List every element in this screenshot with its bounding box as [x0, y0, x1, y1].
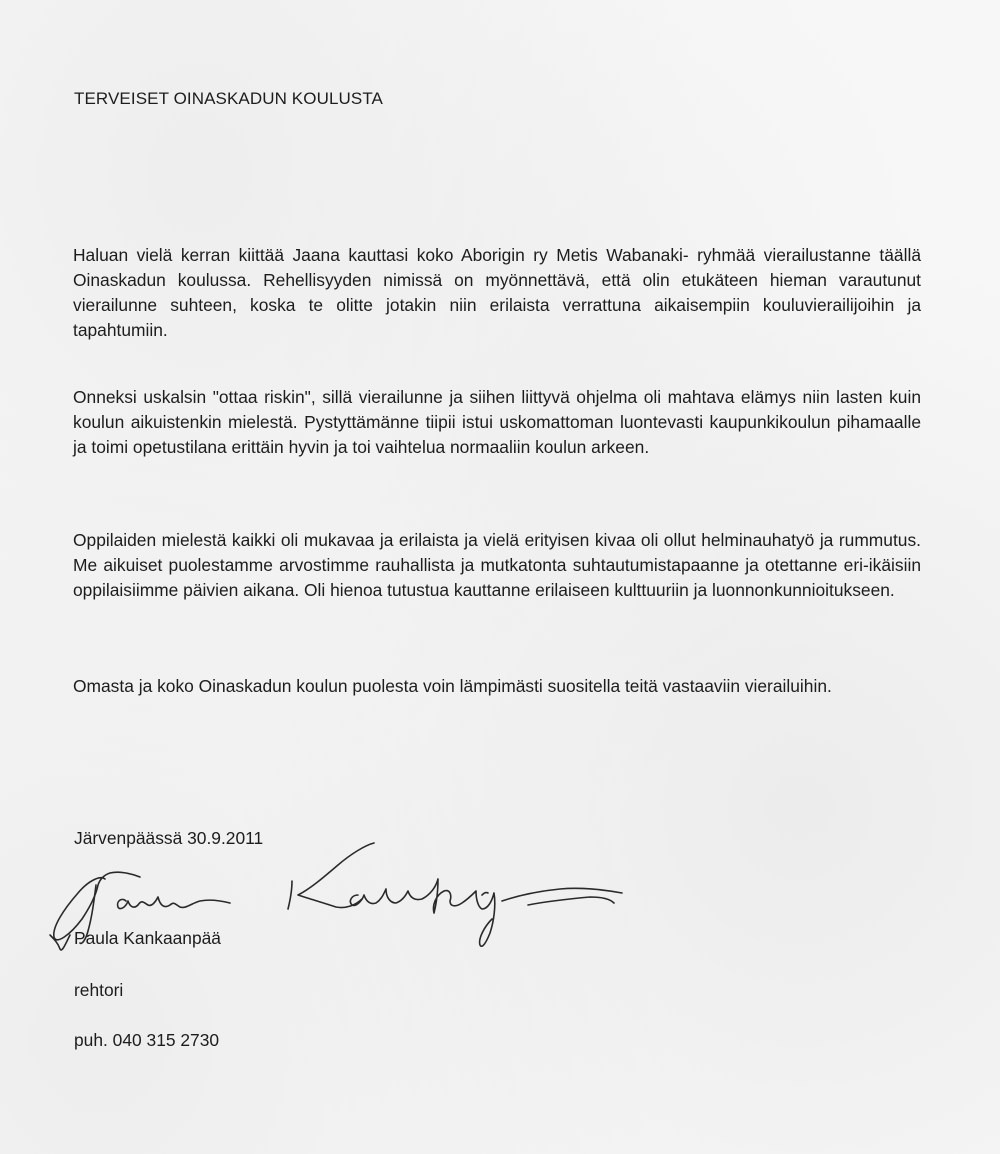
letter-paragraph-2: Onneksi uskalsin "ottaa riskin", sillä vierailunne ja siihen liittyvä ohjelma oli mahtava elämys niin lasten kuin koulun aikuistenkin mielestä. Pystyttämänne tiipii istui uskomattoman luontevasti kaupunkikoulun pihamaalle ja toimi opetustilana erittäin hyvin ja toi vaihtelua normaaliin koulun arkeen. [73, 387, 921, 457]
letter-paragraph-1: Haluan vielä kerran kiittää Jaana kauttasi koko Aborigin ry Metis Wabanaki- ryhmää vierailustanne täällä Oinaskadun koulussa. Rehellisyyden nimissä on myönnettävä, että olin etukäteen hieman varautunut vierailunne suhteen, koska te olitte jotakin niin erilaista verrattuna aikaisempiin kouluvierailijoihin ja tapahtumiin. [73, 245, 921, 340]
signer-name: Paula Kankaanpää [74, 928, 221, 948]
signer-phone: puh. 040 315 2730 [74, 1030, 220, 1050]
letter-paragraph-4: Omasta ja koko Oinaskadun koulun puolesta voin lämpimästi suositella teitä vastaaviin vierailuihin. [73, 676, 832, 696]
place-and-date: Järvenpäässä 30.9.2011 [74, 828, 264, 848]
signer-title: rehtori [74, 980, 124, 1000]
letter-paragraph-3: Oppilaiden mielestä kaikki oli mukavaa ja erilaista ja vielä erityisen kivaa oli ollut helminauhatyö ja rummutus. Me aikuiset puolestamme arvostimme rauhallista ja mutkatonta suhtautumistapaanne ja otettanne eri-ikäisiin oppilaisiimme päivien aikana. Oli hienoa tutustua kauttanne erilaiseen kulttuuriin ja luonnonkunnioitukseen. [73, 530, 921, 600]
letter-heading: TERVEISET OINASKADUN KOULUSTA [74, 89, 383, 108]
